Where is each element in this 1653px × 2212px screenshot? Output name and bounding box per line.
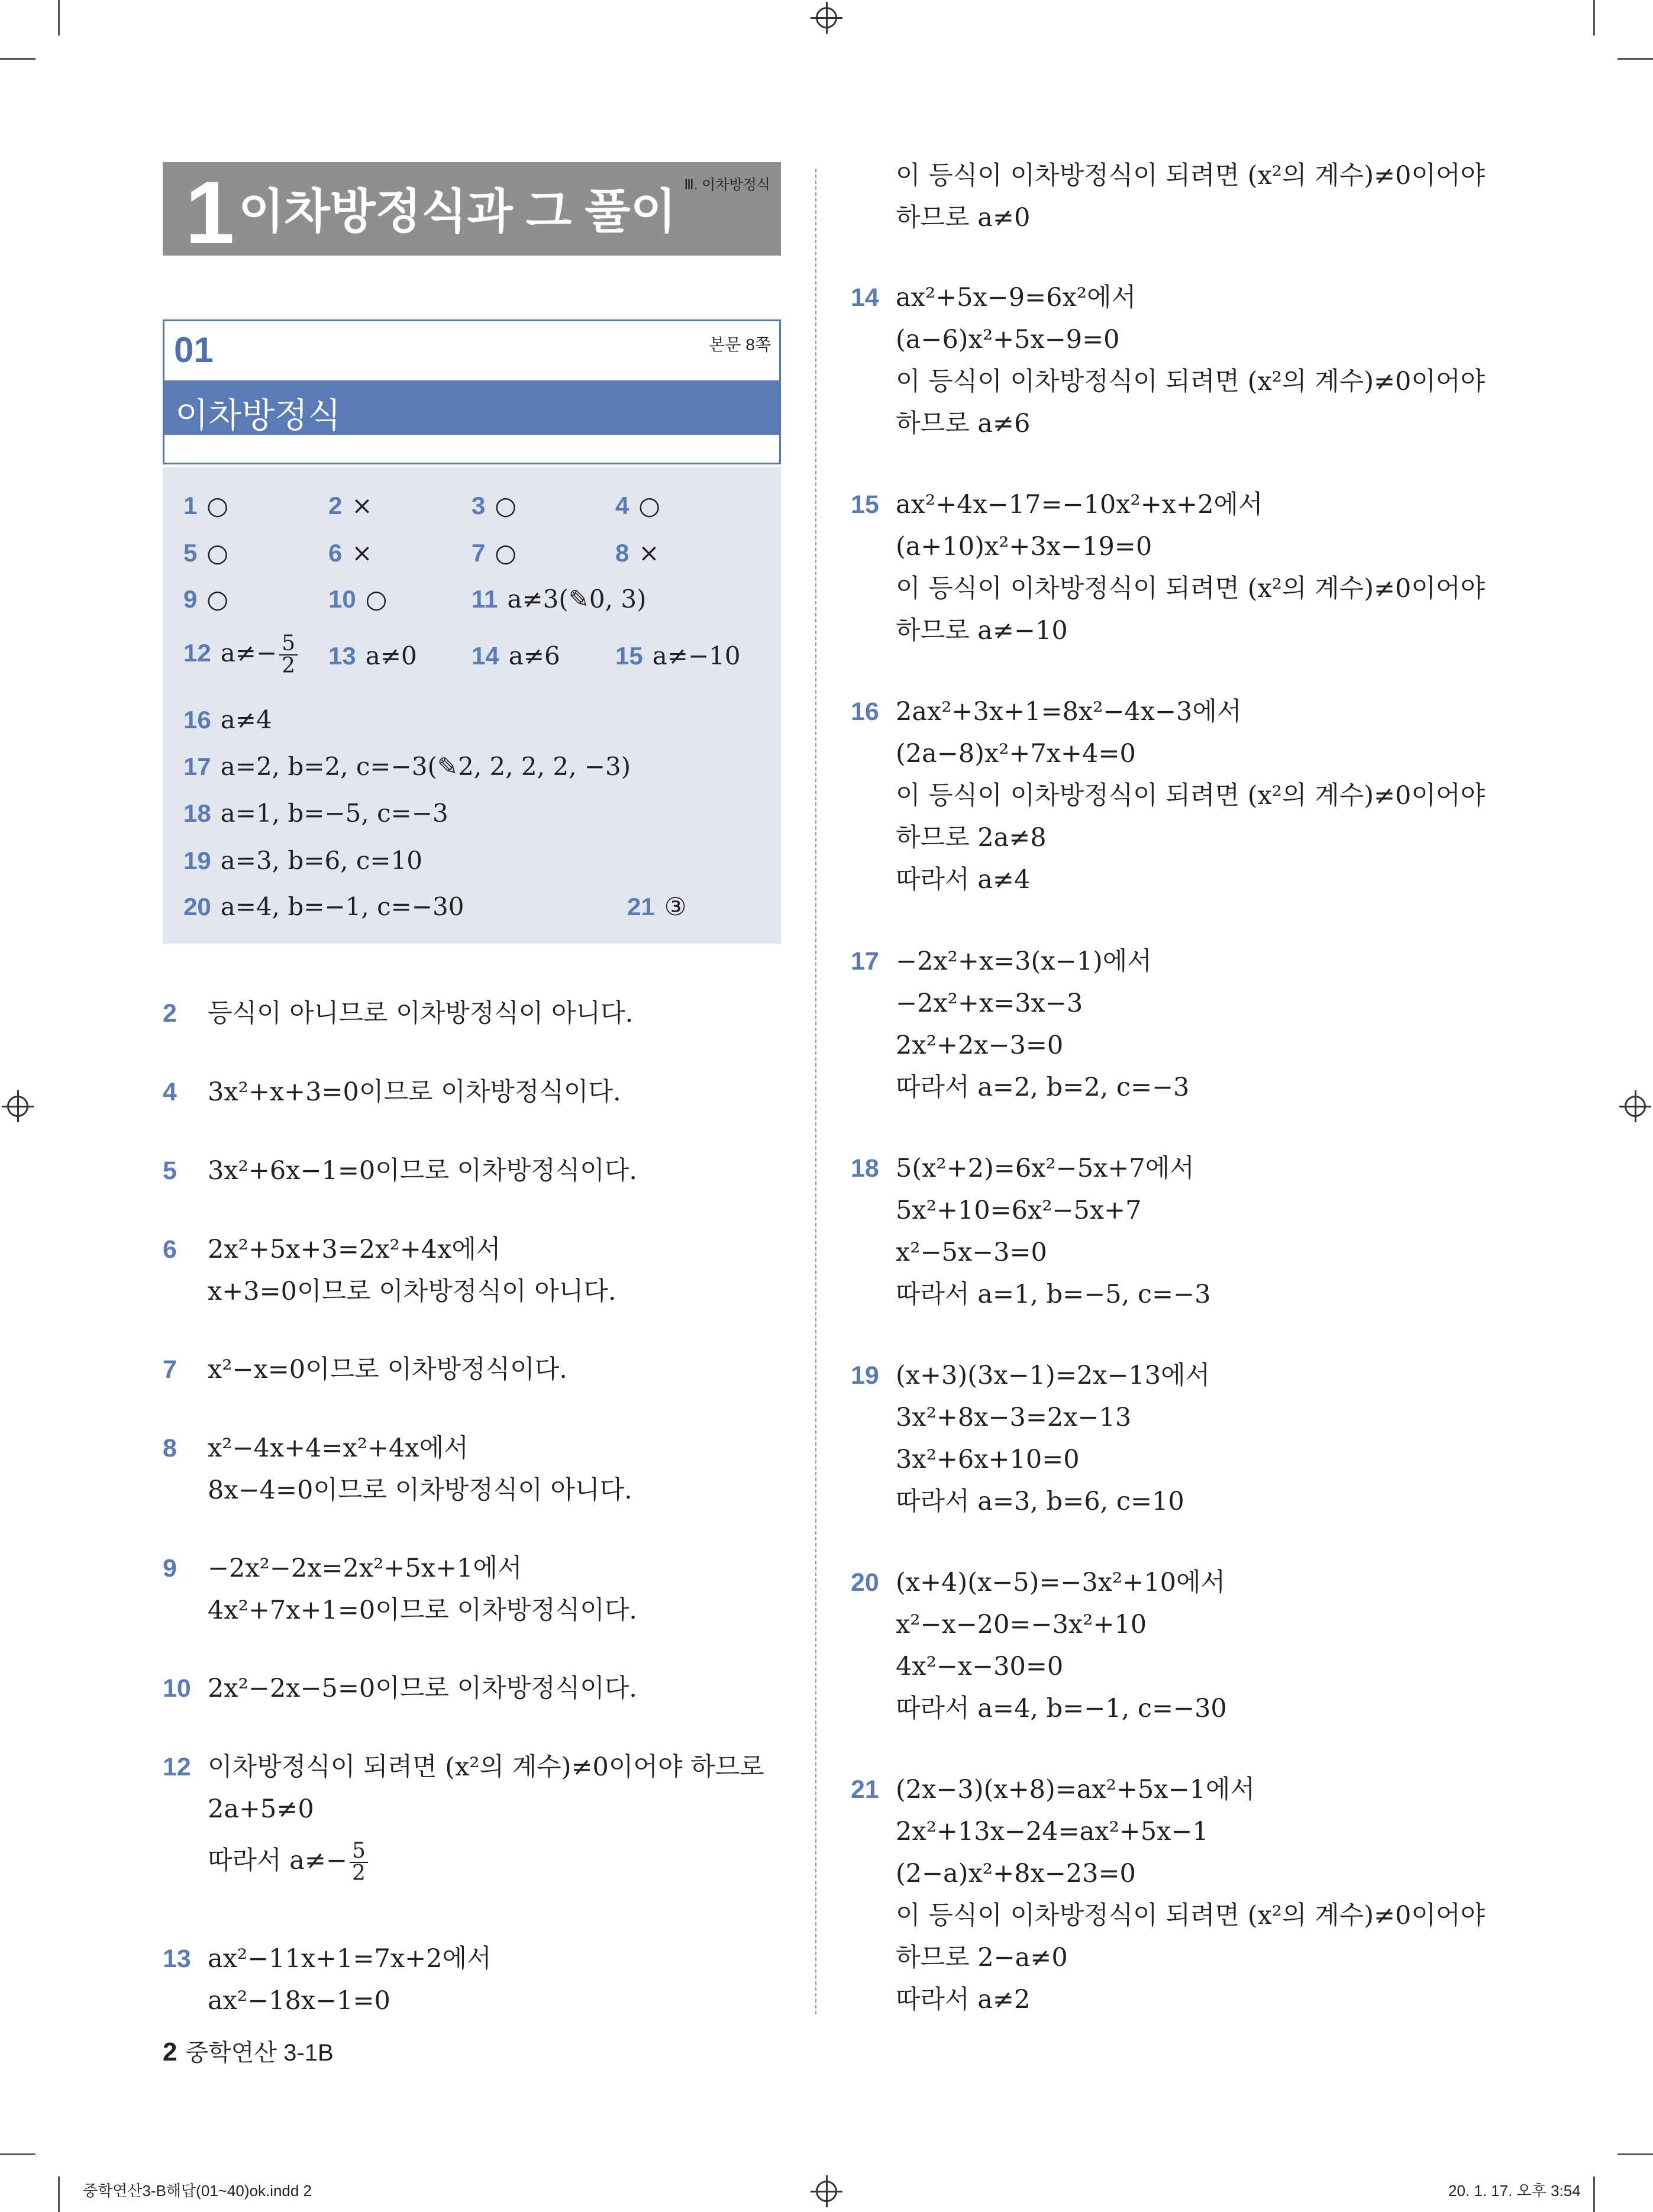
solution-line: 이차방정식이 되려면 (x²의 계수)≠0이어야 하므로 xyxy=(208,1752,764,1782)
answer-value: ○ xyxy=(365,585,388,613)
answer-number: 3 xyxy=(472,492,486,519)
answer-number: 8 xyxy=(615,539,629,567)
answer-item xyxy=(472,538,516,567)
solution-line: 이 등식이 이차방정식이 되려면 (x²의 계수)≠0이어야 xyxy=(896,781,1485,810)
chapter-title: 이차방정식과 그 풀이 xyxy=(238,185,676,238)
answer-value: a≠0 xyxy=(365,641,417,670)
answer-value: a≠6 xyxy=(508,641,560,670)
solution-line: 3x²+x+3=0이므로 이차방정식이다. xyxy=(208,1077,621,1107)
solution-line: 이 등식이 이차방정식이 되려면 (x²의 계수)≠0이어야 xyxy=(896,367,1485,396)
solution-line: 4x²−x−30=0 xyxy=(896,1652,1064,1681)
fraction-denominator: 2 xyxy=(351,1861,366,1885)
answer-number: 20 xyxy=(183,893,211,921)
solution-line: x²−5x−3=0 xyxy=(896,1238,1047,1267)
fraction-numerator: 5 xyxy=(279,633,298,655)
crop-mark xyxy=(1618,2153,1653,2155)
section-title-bar xyxy=(164,380,779,435)
answer-item xyxy=(183,633,300,677)
answer-item xyxy=(183,585,228,613)
solution-number: 14 xyxy=(851,283,879,312)
crop-mark xyxy=(58,0,60,35)
answer-item xyxy=(183,491,228,520)
crop-mark xyxy=(0,2153,35,2155)
solution-line: 5x²+10=6x²−5x+7 xyxy=(896,1196,1142,1225)
answer-item xyxy=(627,892,686,921)
answer-item xyxy=(472,491,516,520)
crop-mark xyxy=(58,2177,60,2212)
answer-value: ○ xyxy=(495,491,517,520)
solution-number: 12 xyxy=(163,1753,191,1781)
solution-line: (a−6)x²+5x−9=0 xyxy=(896,325,1120,354)
answer-box xyxy=(163,467,781,944)
solution-line: 따라서 a≠2 xyxy=(896,1985,1031,2014)
solution-number: 19 xyxy=(851,1361,879,1390)
column-divider xyxy=(815,169,816,2014)
solution-line: 따라서 a=3, b=6, c=10 xyxy=(896,1487,1184,1516)
answer-value: a=2, b=2, c=−3(✎2, 2, 2, 2, −3) xyxy=(220,752,631,781)
solution-line: x²−x−20=−3x²+10 xyxy=(896,1610,1147,1639)
solution-number: 15 xyxy=(851,490,879,519)
solution-line: 8x−4=0이므로 이차방정식이 아니다. xyxy=(208,1475,632,1505)
solution-line: 이 등식이 이차방정식이 되려면 (x²의 계수)≠0이어야 xyxy=(896,574,1485,603)
solution-line: (2a−8)x²+7x+4=0 xyxy=(896,739,1136,768)
solution-line: 이 등식이 이차방정식이 되려면 (x²의 계수)≠0이어야 xyxy=(896,1901,1485,1930)
answer-item xyxy=(183,538,228,567)
answer-item xyxy=(328,538,373,567)
section-box xyxy=(163,319,781,464)
solution-number: 9 xyxy=(163,1554,177,1583)
answer-number: 1 xyxy=(183,492,198,519)
solution-line: 3x²+8x−3=2x−13 xyxy=(896,1403,1132,1432)
registration-mark-right xyxy=(1625,1096,1646,1117)
answer-number: 18 xyxy=(183,799,211,827)
solution-line: 2x²+2x−3=0 xyxy=(896,1031,1064,1060)
solution-number: 18 xyxy=(851,1154,879,1183)
answer-number: 12 xyxy=(183,639,211,667)
solution-line: (a+10)x²+3x−19=0 xyxy=(896,532,1152,561)
file-info: 중학연산3-B해답(01~40)ok.indd 2 xyxy=(83,2182,312,2200)
answer-value: a=1, b=−5, c=−3 xyxy=(220,799,448,828)
solution-line: 따라서 a=4, b=−1, c=−30 xyxy=(896,1694,1227,1723)
solution-line: x+3=0이므로 이차방정식이 아니다. xyxy=(208,1277,616,1306)
fraction-denominator: 2 xyxy=(282,654,296,678)
fraction xyxy=(350,1840,368,1884)
answer-value: ○ xyxy=(206,538,229,567)
answer-item xyxy=(183,705,272,734)
answer-number: 5 xyxy=(183,539,198,567)
answer-number: 9 xyxy=(183,585,198,613)
solution-line xyxy=(208,1830,764,1892)
solution-number: 20 xyxy=(851,1568,879,1597)
crop-mark xyxy=(1593,2177,1595,2212)
solution-number: 8 xyxy=(163,1434,177,1462)
answer-item xyxy=(472,641,560,670)
answer-value: ○ xyxy=(495,538,517,567)
answer-value: ○ xyxy=(206,491,229,520)
answer-item xyxy=(615,538,660,567)
solution-line: 하므로 a≠−10 xyxy=(896,616,1068,645)
answer-value: a≠− xyxy=(220,638,277,667)
answer-number: 10 xyxy=(328,585,356,613)
page-number: 2 xyxy=(163,2037,177,2066)
section-number: 01 xyxy=(174,330,214,370)
solution-line: ax²+4x−17=−10x²+x+2에서 xyxy=(896,490,1263,519)
file-date: 20. 1. 17. 오후 3:54 xyxy=(1448,2182,1581,2200)
answer-item xyxy=(183,892,464,921)
crop-mark xyxy=(1593,0,1595,35)
answer-number: 7 xyxy=(472,539,486,567)
solution-number: 4 xyxy=(163,1078,177,1106)
answer-item xyxy=(615,491,660,520)
solution-line: x²−4x+4=x²+4x에서 xyxy=(208,1433,469,1463)
answer-item xyxy=(328,641,417,670)
answer-value: ③ xyxy=(664,892,687,921)
answer-number: 14 xyxy=(472,642,499,670)
solution-text: 따라서 a≠− xyxy=(208,1846,347,1875)
answer-item xyxy=(183,846,422,875)
answer-number: 13 xyxy=(328,642,356,670)
answer-number: 21 xyxy=(627,893,655,921)
chapter-number: 1 xyxy=(185,163,235,262)
solution-line: (x+3)(3x−1)=2x−13에서 xyxy=(896,1361,1210,1390)
answer-value: × xyxy=(638,538,660,567)
solution-line: 하므로 2−a≠0 xyxy=(896,1943,1068,1972)
solution-line: (2x−3)(x+8)=ax²+5x−1에서 xyxy=(896,1775,1255,1804)
solution-line: 2x²−2x−5=0이므로 이차방정식이다. xyxy=(208,1674,637,1703)
solution-line: −2x²+x=3(x−1)에서 xyxy=(896,947,1152,976)
registration-mark-bottom xyxy=(816,2181,837,2202)
solution-number: 21 xyxy=(851,1775,879,1804)
solution-line: 2x²+13x−24=ax²+5x−1 xyxy=(896,1817,1209,1846)
solution-line: ax²−11x+1=7x+2에서 xyxy=(208,1944,492,1974)
solution-line: 이 등식이 이차방정식이 되려면 (x²의 계수)≠0이어야 xyxy=(896,161,1485,190)
solution-line: 3x²+6x−1=0이므로 이차방정식이다. xyxy=(208,1156,637,1186)
registration-mark-left xyxy=(7,1096,28,1117)
answer-value: ○ xyxy=(206,585,229,613)
solution-line: 2x²+5x+3=2x²+4x에서 xyxy=(208,1235,501,1264)
section-title: 이차방정식 xyxy=(175,396,341,435)
solution-line: 따라서 a=2, b=2, c=−3 xyxy=(896,1073,1190,1102)
answer-number: 6 xyxy=(328,539,343,567)
crop-mark xyxy=(0,58,35,60)
answer-value: × xyxy=(351,491,373,520)
solution-line: 하므로 2a≠8 xyxy=(896,823,1047,852)
answer-number: 11 xyxy=(472,585,498,613)
answer-item xyxy=(183,752,631,781)
answer-number: 4 xyxy=(615,492,629,519)
crop-mark xyxy=(1618,58,1653,60)
solution-line: 하므로 a≠0 xyxy=(896,203,1031,232)
chapter-header xyxy=(163,162,781,262)
solution-line: 2a+5≠0 xyxy=(208,1794,314,1824)
unit-label: Ⅲ. 이차방정식 xyxy=(684,177,770,193)
answer-value: a=4, b=−1, c=−30 xyxy=(220,892,464,921)
answer-value: a≠3(✎0, 3) xyxy=(507,585,647,613)
solution-line: 하므로 a≠6 xyxy=(896,409,1031,438)
answer-item xyxy=(183,799,448,828)
solution-line: 4x²+7x+1=0이므로 이차방정식이다. xyxy=(208,1596,637,1625)
solution-number: 10 xyxy=(163,1674,191,1703)
fraction-numerator: 5 xyxy=(350,1840,368,1863)
answer-number: 15 xyxy=(615,642,643,670)
solution-line: 2ax²+3x+1=8x²−4x−3에서 xyxy=(896,697,1242,726)
solution-number: 6 xyxy=(163,1235,177,1264)
solution-number: 5 xyxy=(163,1157,177,1185)
answer-number: 16 xyxy=(183,706,211,734)
registration-mark-top xyxy=(816,7,837,28)
solution-number: 17 xyxy=(851,947,879,976)
answer-item xyxy=(472,585,646,613)
section-page-ref: 본문 8쪽 xyxy=(709,335,771,354)
solution-line: 따라서 a=1, b=−5, c=−3 xyxy=(896,1280,1211,1309)
answer-number: 19 xyxy=(183,847,211,874)
answer-value: a≠4 xyxy=(220,705,272,734)
answer-value: × xyxy=(351,538,373,567)
answer-item xyxy=(615,641,741,670)
solution-line: ax²+5x−9=6x²에서 xyxy=(896,283,1137,312)
solution-number: 13 xyxy=(163,1945,191,1973)
answer-number: 2 xyxy=(328,492,343,519)
answer-item xyxy=(328,491,373,520)
solution-line: −2x²−2x=2x²+5x+1에서 xyxy=(208,1554,522,1583)
solution-number: 7 xyxy=(163,1355,177,1384)
solution-line: ax²−18x−1=0 xyxy=(208,1986,390,2016)
solution-line: x²−x=0이므로 이차방정식이다. xyxy=(208,1355,567,1384)
page-footer xyxy=(163,2034,334,2068)
answer-value: a≠−10 xyxy=(652,641,741,670)
answer-value: a=3, b=6, c=10 xyxy=(220,846,423,875)
solution-number: 2 xyxy=(163,999,177,1028)
answer-value: ○ xyxy=(638,491,661,520)
book-title: 중학연산 3-1B xyxy=(185,2040,334,2066)
fraction xyxy=(279,633,298,677)
solution-line: 따라서 a≠4 xyxy=(896,865,1031,895)
solution-line: −2x²+x=3x−3 xyxy=(896,989,1083,1018)
answer-item xyxy=(328,585,387,613)
solution-line: (x+4)(x−5)=−3x²+10에서 xyxy=(896,1568,1226,1597)
solution-line: 등식이 아니므로 이차방정식이 아니다. xyxy=(208,999,634,1028)
answer-number: 17 xyxy=(183,753,211,780)
solution-line: 5(x²+2)=6x²−5x+7에서 xyxy=(896,1154,1194,1183)
solution-line: 3x²+6x+10=0 xyxy=(896,1445,1080,1474)
solution-number: 16 xyxy=(851,697,879,726)
solution-line: (2−a)x²+8x−23=0 xyxy=(896,1859,1136,1888)
